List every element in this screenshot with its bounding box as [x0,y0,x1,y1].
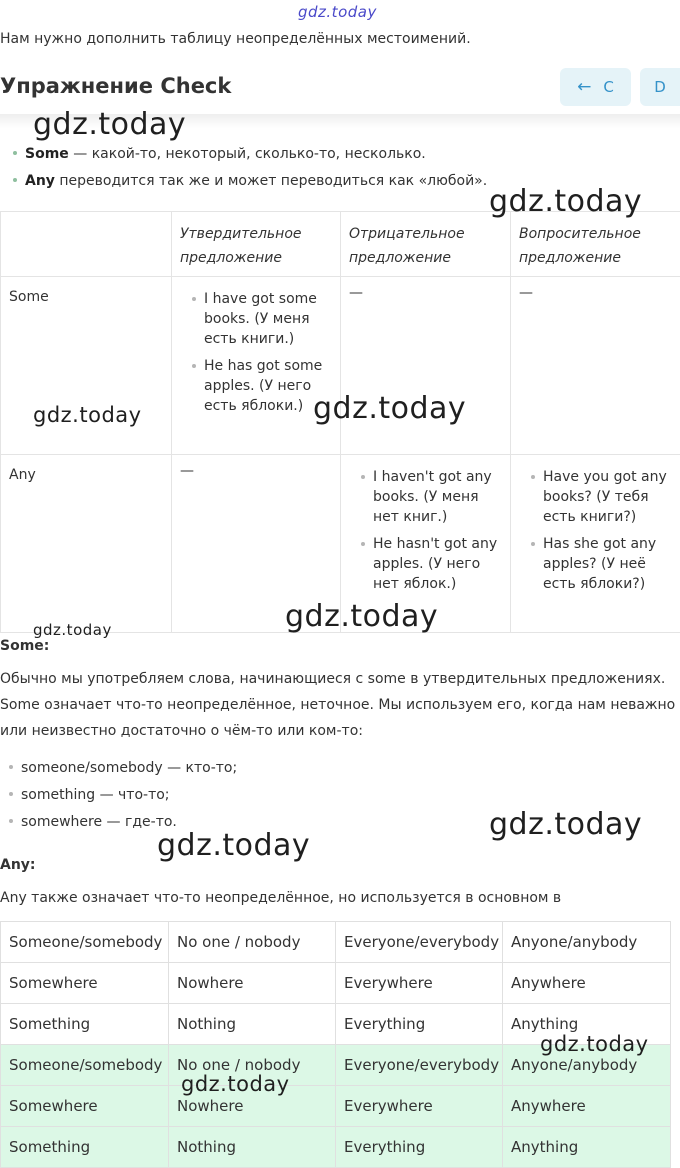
table-cell: Anyone/anybody [503,1045,671,1086]
watermark: gdz.today [181,1072,290,1096]
table-cell: Anywhere [503,963,671,1004]
watermark: gdz.today [313,391,466,426]
table-header-cell: Вопросительное предложение [511,212,680,277]
row-label: Some [1,277,172,455]
table-cell: Something [1,1004,169,1045]
next-exercise-button[interactable] [640,68,680,106]
watermark-top: gdz.today [298,3,377,21]
next-exercise-label: D [654,78,666,96]
watermark: gdz.today [489,807,642,842]
list-item: something — что-то; [9,787,170,803]
watermark: gdz.today [285,599,438,634]
watermark: gdz.today [33,107,186,142]
table-cell: No one / nobody [169,922,336,963]
summary-item [13,173,487,189]
any-paragraph: Any также означает что-то неопределённое, но используется в основном в [0,885,680,911]
table-cell: Somewhere [1,963,169,1004]
table-cell: Everyone/everybody [336,1045,503,1086]
table-cell: Anyone/anybody [503,922,671,963]
table-row [1,1086,671,1127]
watermark: gdz.today [33,403,142,427]
table-cell: Nothing [169,1127,336,1168]
table-cell: Everywhere [336,1086,503,1127]
example-item: He hasn't got any apples. (У него нет яблок.) [361,534,502,594]
table-cell: Somewhere [1,1086,169,1127]
example-item: Have you got any books? (У тебя есть книги?) [531,467,672,527]
watermark: gdz.today [33,621,112,639]
list-item: somewhere — где-то. [9,814,177,830]
some-paragraph: Обычно мы употребляем слова, начинающиеся с some в утвердительных предложениях. Some означает что-то неопределённое, неточное. Мы используем его, когда нам неважно или неизвестно достаточно о чём-то или ком-то: [0,666,680,744]
table-cell: Everywhere [336,963,503,1004]
table-cell: Nowhere [169,1086,336,1127]
example-item: I haven't got any books. (У меня нет книг.) [361,467,502,527]
list-item: someone/somebody — кто-то; [9,760,237,776]
bullet-dot-icon [13,178,17,182]
summary-text: переводится так же и может переводиться как «любой». [55,173,487,189]
table-row [1,277,680,455]
some-heading: Some: [0,638,49,654]
table-cell: Nothing [169,1004,336,1045]
table-header-cell [1,212,172,277]
example-item: I have got some books. (У меня есть книги.) [192,289,332,349]
watermark: gdz.today [157,828,310,863]
example-list [172,277,341,455]
table-cell: Anything [503,1004,671,1045]
table-cell: Nowhere [169,963,336,1004]
table-row [1,1127,671,1168]
table-cell: Everything [336,1127,503,1168]
empty-dash: — [172,455,341,633]
table-cell: No one / nobody [169,1045,336,1086]
watermark: gdz.today [489,184,642,219]
summary-item [13,146,426,162]
summary-term: Any [25,173,55,189]
table-cell: Something [1,1127,169,1168]
arrow-left-icon: ← [577,77,591,97]
table-cell: Everything [336,1004,503,1045]
table-header-cell: Утвердительное предложение [172,212,341,277]
table-cell: Someone/somebody [1,1045,169,1086]
exercise-title: Упражнение Check [0,74,231,98]
table-row [1,963,671,1004]
table-cell: Anything [503,1127,671,1168]
table-cell: Anywhere [503,1086,671,1127]
table-cell: Everyone/everybody [336,922,503,963]
example-item: He has got some apples. (У него есть яблоки.) [192,356,332,416]
summary-term: Some [25,146,69,162]
example-list [511,455,680,633]
prev-exercise-label: C [603,78,613,96]
table-row [1,922,671,963]
example-item: Has she got any apples? (У неё есть яблоки?) [531,534,672,594]
any-heading: Any: [0,857,36,873]
bullet-dot-icon [13,151,17,155]
table-cell: Someone/somebody [1,922,169,963]
watermark: gdz.today [540,1032,649,1056]
intro-text: Нам нужно дополнить таблицу неопределённых местоимений. [0,31,471,47]
table-header-cell: Отрицательное предложение [341,212,511,277]
prev-exercise-button[interactable] [560,68,631,106]
summary-text: — какой-то, некоторый, сколько-то, несколько. [69,146,426,162]
row-label: Any [1,455,172,633]
empty-dash: — [341,277,511,455]
table-header-row [1,212,680,277]
empty-dash: — [511,277,680,455]
